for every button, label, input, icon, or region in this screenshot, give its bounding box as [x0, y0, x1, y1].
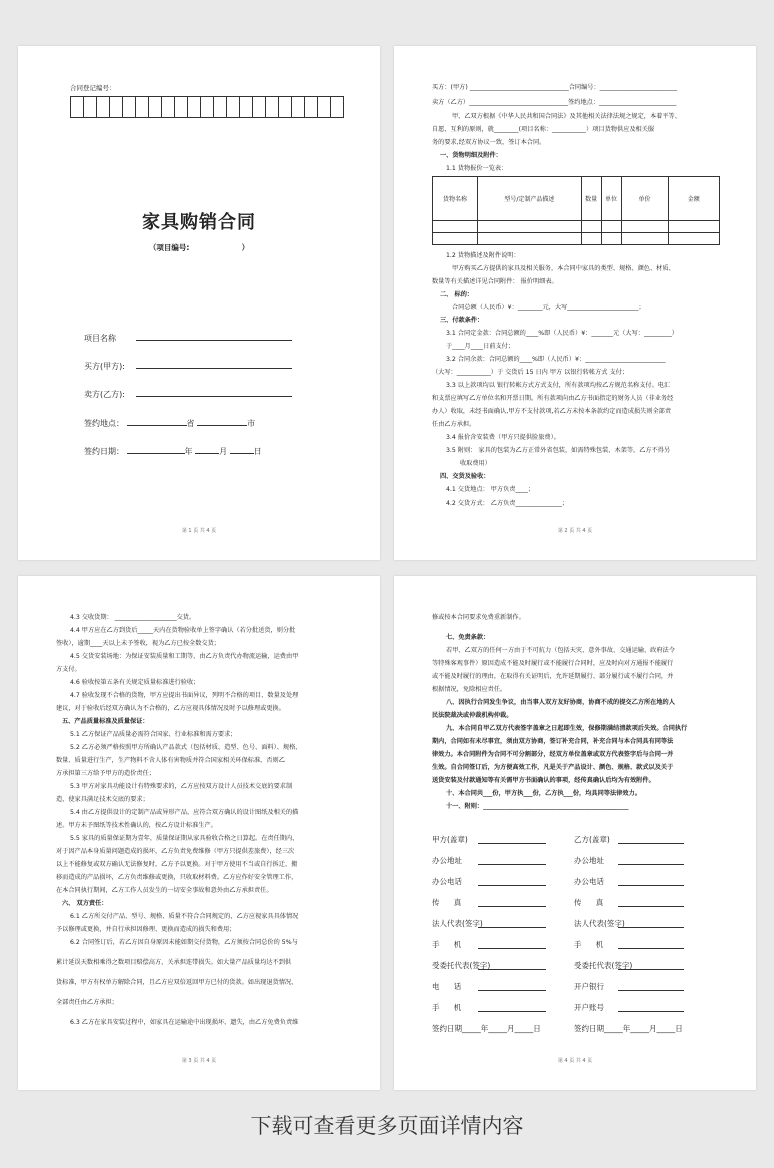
- signing-date-row: 签约日期： 年 月 日: [84, 447, 262, 456]
- registration-number-boxes: [70, 96, 343, 118]
- text-line: 卖方（乙方）________________________________签约地点：_________________________: [432, 99, 677, 106]
- download-caption: 下载可查看更多页面详情内容: [250, 1114, 524, 1138]
- signature-field-label: 开户银行: [574, 982, 604, 991]
- signature-field-blank: [478, 990, 546, 991]
- text-line: （大写：___________）于 交货后 15 日内 甲方 以银行转帐方式 支付；: [432, 369, 629, 376]
- text-line: 6.1 乙方所交付产品、型号、规格、质量不符合合同规定的，乙方应视家具具体情况: [70, 913, 299, 920]
- signature-field-label: 手 机: [432, 940, 462, 949]
- cover-field-row: [84, 360, 292, 372]
- text-line: 3.1 合同定金款：合同总额的____%即（人民币）¥：_______元（大写：_________）: [446, 330, 678, 337]
- text-line: 生效。自合同签订后，为方便高效工作，凡是关于产品设计、颜色、规格、款式以及关于: [432, 764, 674, 771]
- signature-field-label: 法人代表(签字): [574, 919, 625, 928]
- signature-field-label: 甲方(盖章): [432, 835, 468, 844]
- signature-field-label: 开户账号: [574, 1003, 604, 1012]
- cover-field-label: 项目名称: [84, 334, 116, 343]
- text-line: 3.5 附则： 家具的包装为乙方正常外省包装，如需特殊包装、木架等，乙方不得另: [446, 447, 671, 454]
- signature-field-label: 法人代表(签字): [432, 919, 483, 928]
- table-header-cell: 数量: [581, 177, 601, 221]
- cover-field-row: [84, 388, 292, 400]
- signature-field-blank: [478, 969, 546, 970]
- signature-field-label: 传 真: [432, 898, 462, 907]
- signature-field-blank: [478, 885, 546, 886]
- goods-quote-table: [432, 176, 720, 245]
- signature-field-label: 传 真: [574, 898, 604, 907]
- text-line: 方支付。: [56, 666, 81, 673]
- cover-field-blank: [136, 360, 292, 369]
- text-line: 移而造成的产品损坏，乙方负责维修或更换，只收取材料费。乙方应作好安全管理工作，: [56, 874, 298, 881]
- project-number: （项目编号: ）: [148, 243, 250, 252]
- text-line: 3.3 以上款项均以 银行转帐方式方式支付，所有款项均按乙方规范名称支付。电汇: [446, 382, 671, 389]
- text-line: 于____月____日前支付；: [446, 343, 515, 350]
- signature-field-blank: [478, 843, 546, 844]
- signature-field-blank: [618, 864, 684, 865]
- text-line: 6.2 合同签订后，若乙方因自身原因未能如期交付货物，乙方须按合同总价的 5%与: [70, 939, 298, 946]
- document-title: 家具购销合同: [142, 212, 256, 233]
- signature-field-blank: [478, 906, 546, 907]
- page-number: 第 4 页 共 4 页: [557, 1058, 593, 1064]
- signature-field-blank: [478, 1011, 546, 1012]
- text-line: 造，使家具满足技术交底的要求；: [56, 796, 149, 803]
- signature-field-label: 办公地址: [432, 856, 462, 865]
- text-line: 修或按本合同要求免费重新制作。: [432, 614, 525, 621]
- text-line: 一、货物明细及附件：: [440, 152, 502, 159]
- signature-field-label: 手 机: [432, 1003, 462, 1012]
- cover-field-label: 买方(甲方):: [84, 362, 125, 371]
- text-line: 二、 标的：: [440, 291, 474, 298]
- text-line: 律效力。本合同附件为合同不可分割部分，经双方单位盖章或双方代表签字后与合同一并: [432, 751, 674, 758]
- contract-page-3: [18, 576, 380, 1090]
- text-line: 三、付款条件：: [440, 317, 484, 324]
- cover-field-blank: [136, 332, 292, 341]
- text-line: 八、因执行合同发生争议，由当事人双方友好协商，协商不成的提交乙方所在地的人: [446, 699, 675, 706]
- signature-field-label: 受委托代表(签字): [574, 961, 633, 970]
- text-line: 若甲、乙双方的任何一方由于不可抗力（包括天灾、意外事故、交通运输、政府法令: [446, 647, 675, 654]
- signature-field-blank: [618, 948, 684, 949]
- page-number: 第 3 页 共 4 页: [181, 1058, 217, 1064]
- signature-field-label: 手 机: [574, 940, 604, 949]
- signature-date-blank: _____年_____月_____日: [462, 1024, 541, 1033]
- text-line: 5.4 由乙方提供设计的定制产品或异形产品，应符合双方确认的设计图纸及相关的描: [70, 809, 299, 816]
- text-line: 民法院裁决或仲裁机构仲裁。: [432, 712, 513, 719]
- text-line: 4.5 交货安装场地：为保证安装质量和工期等，由乙方负责代办物流运输，运费由甲: [70, 653, 299, 660]
- text-line: 十、本合同共___份，甲方执___份，乙方执___份，均具同等法律效力。: [446, 790, 641, 797]
- text-line: 送货安装及付款通知等有关需甲方书面确认的事项，经传真确认后均为有效附件。: [432, 777, 655, 784]
- text-line: 5.5 家具的质量保证期为壹年，质量保证期从家具验收合格之日算起。在责任期内，: [70, 835, 299, 842]
- text-line: 予以修理或更换，并自行承担因修理、更换而造成的损失和费用；: [56, 926, 236, 933]
- text-line: 方承担第三方给予甲方的造价责任；: [56, 770, 155, 777]
- signature-field-label: 办公地址: [574, 856, 604, 865]
- contract-page-4: [394, 576, 756, 1090]
- contract-cover-page: [18, 46, 380, 560]
- signature-field-blank: [618, 990, 684, 991]
- text-line: 收取费用）: [460, 460, 491, 467]
- text-line: 根据情况，免除相应责任。: [432, 686, 507, 693]
- text-line: 述。甲方未予图纸等技术性确认的，按乙方设计标准生产。: [56, 822, 217, 829]
- text-line: 签收），逾期____天以上未予签收，视为乙方已按全数交货；: [56, 640, 220, 647]
- text-line: 数量、质量进行生产，生产物料不含人体有害物质并符合国家相关环保标准，否则乙: [56, 757, 285, 764]
- text-line: 3.4 报价含安装费（甲方只提供脸旅费）。: [446, 434, 560, 441]
- text-line: 4.6 验收按第五条有关规定质量标准进行验收；: [70, 679, 200, 686]
- text-line: 货标准，甲方有权单方解除合同，且乙方应双倍返回甲方已付的货款。如出现退货情况，: [56, 979, 298, 986]
- text-line: 4.7 验收发现不合格的货物，甲方应提出书面异议，列明不合格的项目、数量及处理: [70, 692, 299, 699]
- text-line: 累计延误天数相乘得之数项目赔偿高方，关承担连带损失。如大量产品质量均达不到供: [56, 959, 292, 966]
- text-line: 6.3 乙方在家具安装过程中，如家具在运输途中出现损坏、遗失，由乙方免费负责维: [70, 1019, 299, 1026]
- text-line: 甲、乙双方根据《中华人民共和国合同法》及其他相关法律法规之规定，本着平等、: [452, 113, 681, 120]
- text-line: 七、免责条款：: [446, 634, 490, 641]
- text-line: 六、 双方责任：: [62, 900, 108, 907]
- signature-field-blank: [618, 1011, 684, 1012]
- cover-field-blank: [136, 388, 292, 397]
- text-line: 务的要求,经双方协议一致，签订本合同。: [432, 139, 546, 146]
- text-line: 4.4 甲方应在乙方到货后_____天内在货物验收单上签字确认（若分批送货，则分批: [70, 627, 296, 634]
- text-line: 任由乙方承担。: [432, 421, 476, 428]
- text-line: 数量等有关描述详见合同附件： 报价明细表。: [432, 278, 558, 285]
- text-line: 对于因产品本身质量问题造成的损坏，乙方负责免费维修（甲方只提供差旅费），经三次: [56, 848, 295, 855]
- cover-field-label: 卖方(乙方):: [84, 390, 125, 399]
- text-line: 办人）收取，未经书面确认,甲方不支付款项,若乙方未按本条款约定而造成损失则全部责: [432, 408, 672, 415]
- contract-page-2: [394, 46, 756, 560]
- text-line: 或不能及时履行的理由，在取得有关证明后，允许延期履行、部分履行或不履行合同，并: [432, 673, 674, 680]
- table-header-cell: 单位: [601, 177, 621, 221]
- text-line: 4.2 交货方式： 乙方负责_______________；: [446, 500, 569, 507]
- text-line: 5.2 乙方必须严格按照甲方所确认产品款式（包括材质、造型、色号、面料）、规格、: [70, 744, 302, 751]
- text-line: 1.1 货物报价一览表：: [446, 165, 508, 172]
- registration-number-label: 合同登记编号：: [70, 84, 116, 92]
- signature-field-blank: [478, 927, 546, 928]
- text-line: 4.3 交收货期： ____________________交货。: [70, 614, 196, 621]
- text-line: 甲方购买乙方提供的家具及相关服务，本合同中家具的类型、规格、颜色、材质、: [452, 265, 675, 272]
- signature-field-label: 受委托代表(签字): [432, 961, 491, 970]
- text-line: 合同总额（人民币）¥：________元，大写_______________________；: [452, 304, 645, 311]
- signature-field-label: 乙方(盖章): [574, 835, 610, 844]
- text-line: 等特殊客观事件）原因造成不能及时履行或不能履行合同时，应及时向对方通报不能履行: [432, 660, 674, 667]
- table-header-cell: 货物名称: [433, 177, 478, 221]
- signature-field-label: 电 话: [432, 982, 462, 991]
- signature-field-blank: [618, 843, 684, 844]
- signature-date-blank: _____年_____月_____日: [604, 1024, 683, 1033]
- cover-field-row: [84, 332, 292, 344]
- table-header-cell: 金额: [668, 177, 719, 221]
- text-line: 4.1 交货地点： 甲方负责____；: [446, 486, 535, 493]
- signing-place-row: 签约地点： 省 市: [84, 419, 256, 428]
- page-number: 第 2 页 共 4 页: [557, 528, 593, 534]
- text-line: 以上不能修复或双方确认无法修复时，乙方予以更换。对于甲方使用不当或自行拆迁、搬: [56, 861, 298, 868]
- text-line: 5.3 甲方对家具功能设计有特殊要求的，乙方应按双方设计人员技术交底的要求制: [70, 783, 293, 790]
- signature-field-blank: [478, 864, 546, 865]
- page-number: 第 1 页 共 4 页: [181, 528, 217, 534]
- text-line: 3.2 合同余款：合同总额的____%即（人民币）¥：__________________________: [446, 356, 666, 363]
- text-line: 五、产品质量标准及质量保证：: [62, 718, 149, 725]
- text-line: 买方：(甲方) ________________________________合同编号：_________________________: [432, 84, 678, 91]
- text-line: 期内，合同如有未尽事宜，须由双方协商，签订补充合同，补充合同与本合同具有同等法: [432, 738, 674, 745]
- signature-field-blank: [478, 948, 546, 949]
- text-line: 四、交货及验收：: [440, 473, 490, 480]
- table-header-cell: 单价: [621, 177, 668, 221]
- signature-field-blank: [618, 906, 684, 907]
- text-line: 1.2 货物描述及附件说明：: [446, 252, 520, 259]
- text-line: 自愿、互利的原则，就________(项目名称：___________）项目货物供应及相关服: [432, 126, 655, 133]
- signature-field-blank: [618, 885, 684, 886]
- text-line: 和支票应填写乙方单位名和开票日期。所有款项向由乙方书面指定的财务人员（非业务经: [432, 395, 674, 402]
- text-line: 5.1 乙方保证产品质量必需符合国家、行业标准和需方要求；: [70, 731, 237, 738]
- signature-field-label: 办公电话: [432, 877, 462, 886]
- signature-field-blank: [618, 927, 684, 928]
- signature-field-label: 办公电话: [574, 877, 604, 886]
- text-line: 九、本合同自甲乙双方代表签字盖章之日起即生效，保修期满结清款项后失效。合同执行: [446, 725, 688, 732]
- text-line: 十一、附则：_______________________________________________: [446, 803, 629, 810]
- text-line: 全部责任由乙方承担；: [56, 999, 118, 1006]
- text-line: 在本合同执行期间，乙方工作人员发生的一切安全事故和意外由乙方承担责任。: [56, 887, 273, 894]
- text-line: 建议，对于验收后经双方确认为不合格的，乙方应视具体情况及时予以修理或更换。: [56, 705, 285, 712]
- signature-field-blank: [618, 969, 684, 970]
- signature-field-label: 签约日期: [574, 1024, 604, 1033]
- signature-field-label: 签约日期: [432, 1024, 462, 1033]
- table-header-cell: 型号/定制产品描述: [478, 177, 582, 221]
